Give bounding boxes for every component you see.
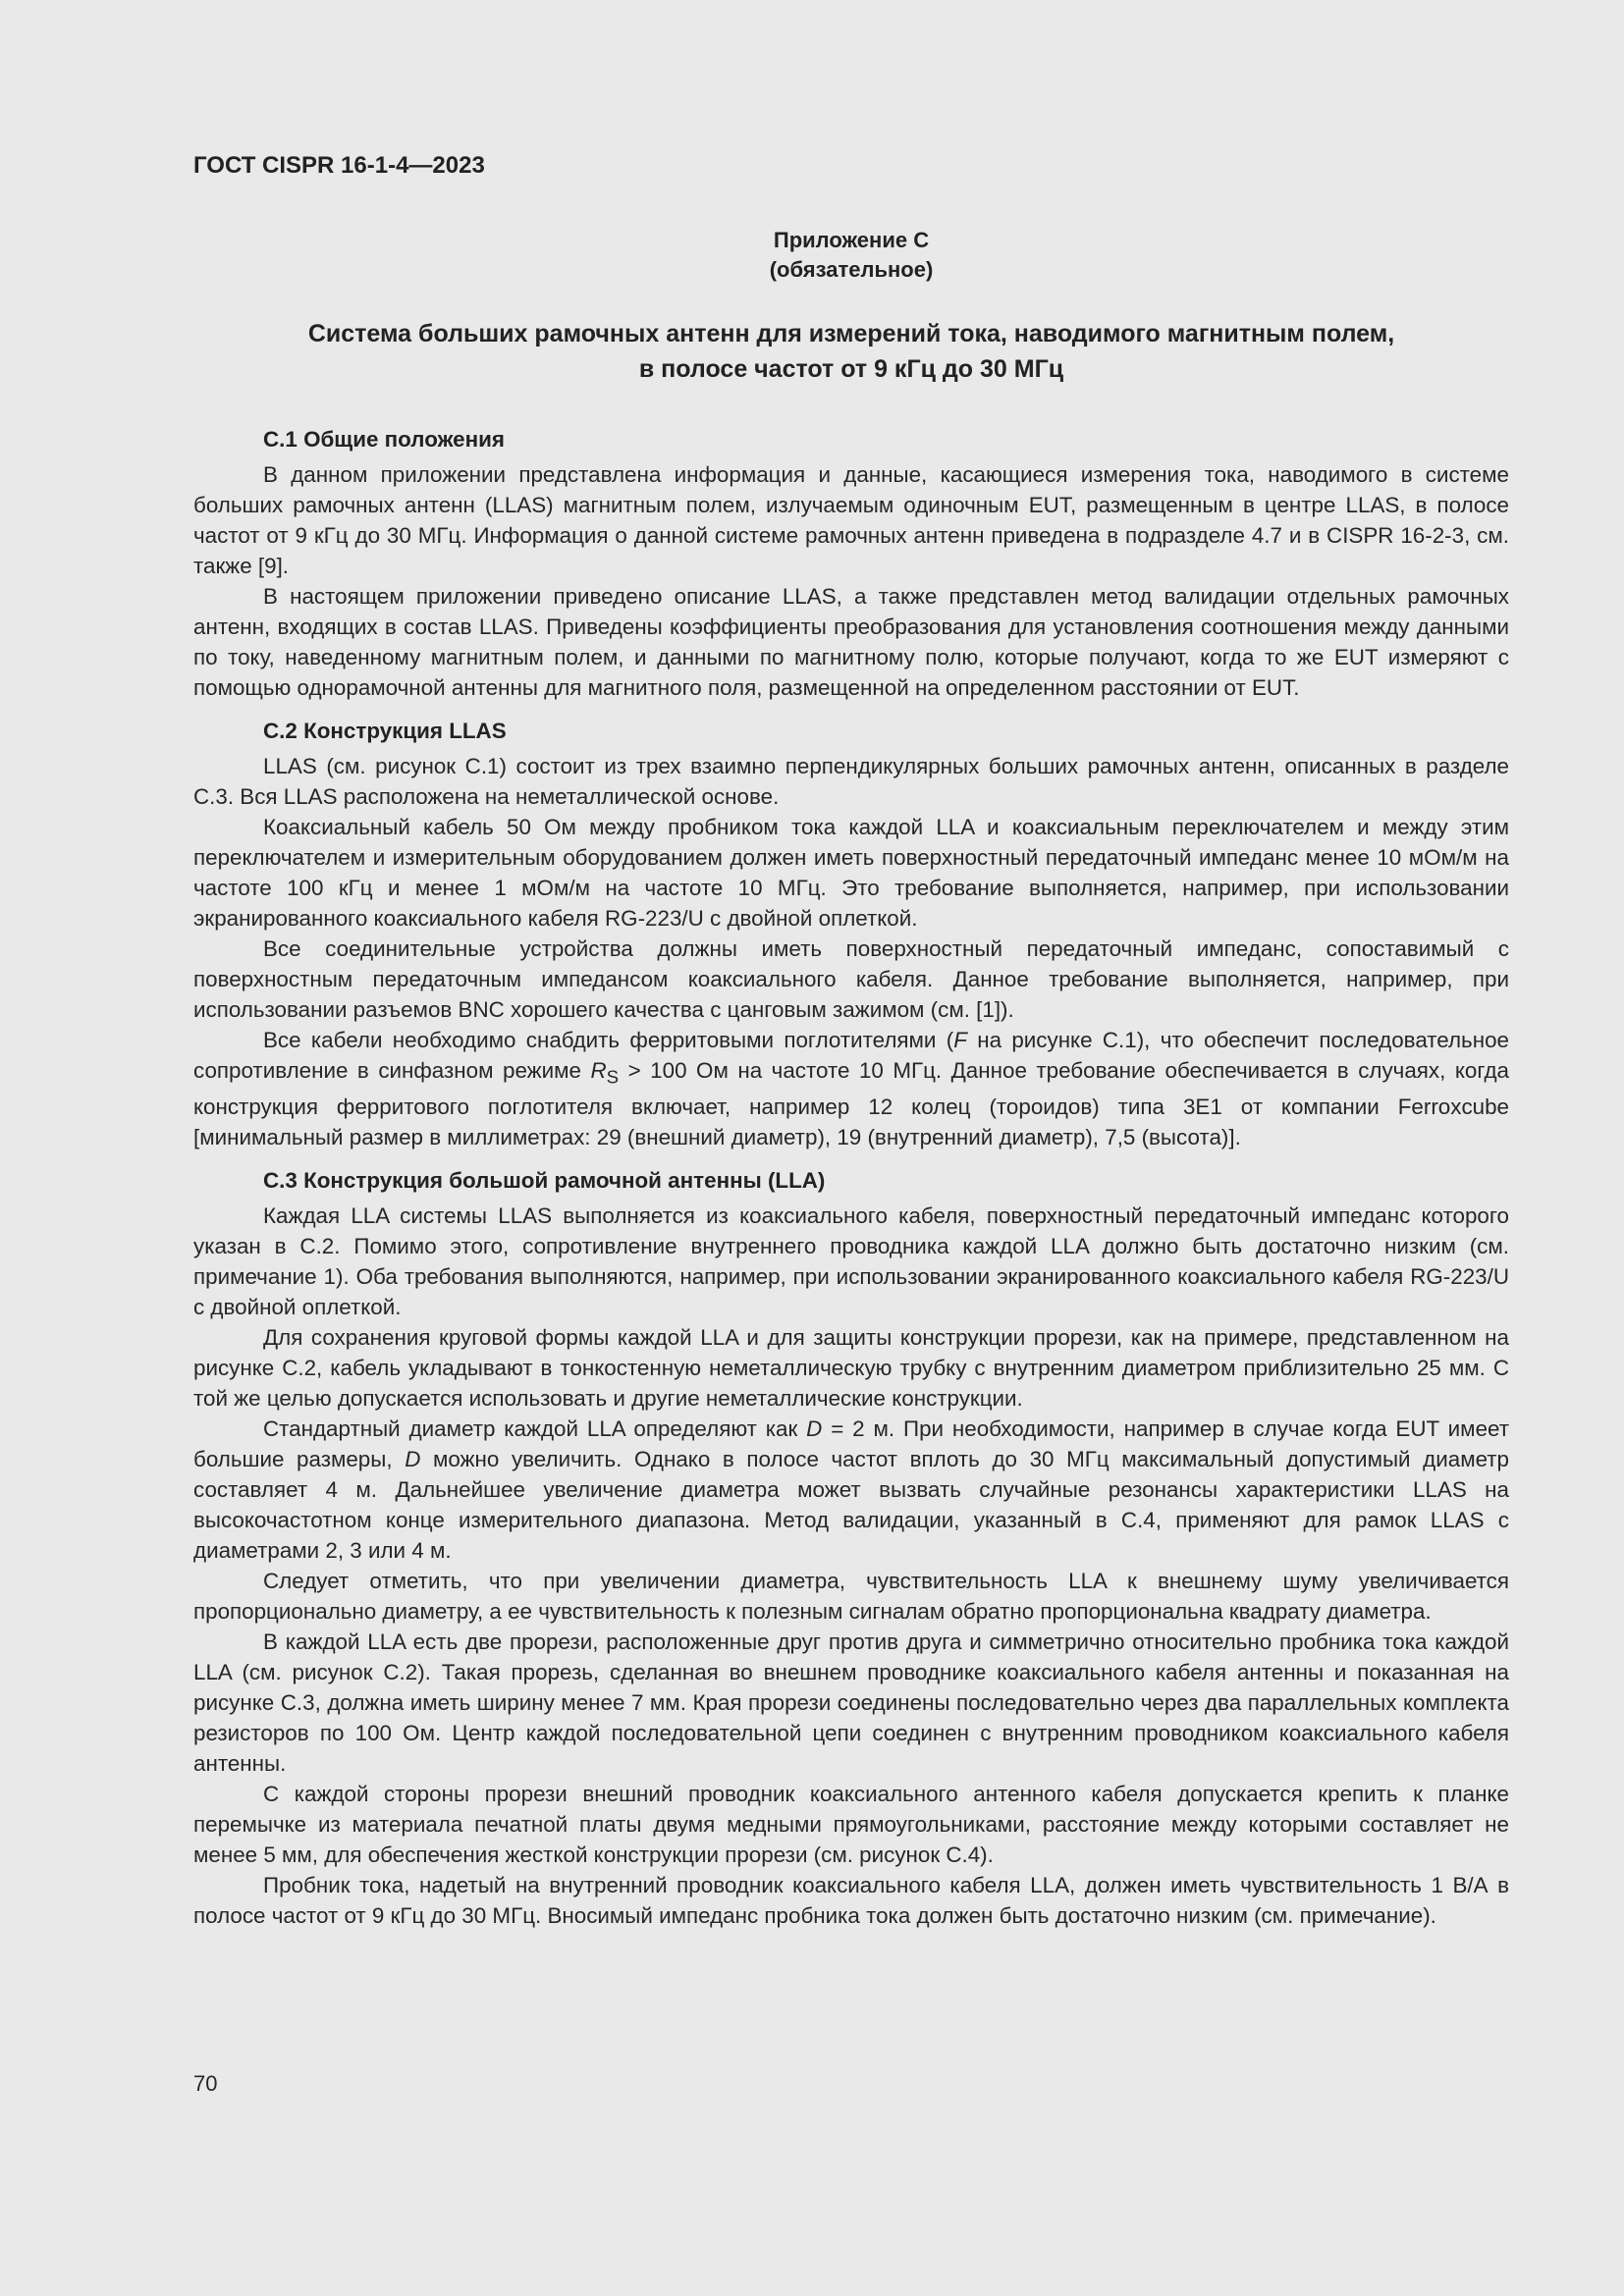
- paragraph: В данном приложении представлена информация и данные, касающиеся измерения тока, наводимого в системе больших рамочных антенн (LLAS) магнитным полем, излучаемым одиночным EUT, размещенным в центре LLAS, в полосе частот от 9 кГц до 30 МГц. Информация о данной системе рамочных антенн приведена в подразделе 4.7 и в CISPR 16-2-3, см. также [9].: [193, 462, 1509, 578]
- document-code: ГОСТ CISPR 16-1-4—2023: [193, 152, 485, 179]
- document-body: [193, 424, 1509, 1931]
- text-run: можно увеличить. Однако в полосе частот вплоть до 30 МГц максимальный допустимый диаметр составляет 4 м. Дальнейшее увеличение диаметра может вызвать случайные резонансы характеристики LLAS на высокочастотном конце измерительного диапазона. Метод валидации, указанный в С.4, применяют для рамок LLAS с диаметрами 2, 3 или 4 м.: [193, 1447, 1509, 1564]
- paragraph: Следует отметить, что при увеличении диаметра, чувствительность LLA к внешнему шуму увеличивается пропорционально диаметру, а ее чувствительность к полезным сигналам обратно пропорциональна квадрату диаметра.: [193, 1569, 1509, 1625]
- annex-title-line-2: в полосе частот от 9 кГц до 30 МГц: [638, 355, 1064, 383]
- text-run: = 2 м. При необходимости, например в случае когда EUT имеет большие размеры,: [193, 1416, 1509, 1472]
- text-run: Все кабели необходимо снабдить ферритовыми поглотителями (: [263, 1028, 954, 1052]
- section-heading-c3: С.3 Конструкция большой рамочной антенны (LLA): [263, 1168, 826, 1194]
- annex-title: [193, 316, 1509, 387]
- paragraph: В каждой LLA есть две прорези, расположенные друг против друга и симметрично относительно пробника тока каждой LLA (см. рисунок С.2). Такая прорезь, сделанная во внешнем проводнике коаксиального кабеля антенны и показанная на рисунке С.3, должна иметь ширину менее 7 мм. Края прорези соединены последовательно через два параллельных комплекта резисторов по 100 Ом. Центр каждой последовательной цепи соединен с внутренним проводником коаксиального кабеля антенны.: [193, 1629, 1509, 1777]
- annex-status: (обязательное): [769, 257, 934, 282]
- symbol-rs: R: [590, 1058, 607, 1083]
- annex-label: Приложение С: [773, 228, 930, 252]
- symbol-d: D: [405, 1447, 421, 1472]
- annex-title-line-1: Система больших рамочных антенн для измерений тока, наводимого магнитным полем,: [307, 320, 1395, 347]
- paragraph: С каждой стороны прорези внешний проводник коаксиального антенного кабеля допускается крепить к планке перемычке из материала печатной платы двумя медными прямоугольниками, расстояние между которыми составляет не менее 5 мм, для обеспечения жесткой конструкции прорези (см. рисунок С.4).: [193, 1782, 1509, 1868]
- text-run: Стандартный диаметр каждой LLA определяют как: [263, 1416, 807, 1442]
- paragraph: Коаксиальный кабель 50 Ом между пробником тока каждой LLA и коаксиальным переключателем и между этим переключателем и измерительным оборудованием должен иметь поверхностный передаточный импеданс менее 10 мОм/м на частоте 100 кГц и менее 1 мОм/м на частоте 10 МГц. Это требование выполняется, например, при использовании экранированного коаксиального кабеля RG-223/U с двойной оплеткой.: [193, 815, 1509, 931]
- text-run: на рисунке С.1), что обеспечит последовательное сопротивление в синфазном режиме: [193, 1028, 1509, 1083]
- paragraph: Каждая LLA системы LLAS выполняется из коаксиального кабеля, поверхностный передаточный импеданс которого указан в С.2. Помимо этого, сопротивление внутреннего проводника каждой LLA должно быть достаточно низким (см. примечание 1). Оба требования выполняются, например, при использовании экранированного коаксиального кабеля RG-223/U с двойной оплеткой.: [193, 1203, 1509, 1320]
- paragraph: Для сохранения круговой формы каждой LLA и для защиты конструкции прорези, как на примере, представленном на рисунке С.2, кабель укладывают в тонкостенную неметаллическую трубку с внутренним диаметром приблизительно 25 мм. С той же целью допускается использовать и другие неметаллические конструкции.: [193, 1325, 1509, 1412]
- paragraph: Пробник тока, надетый на внутренний проводник коаксиального кабеля LLA, должен иметь чувствительность 1 В/А в полосе частот от 9 кГц до 30 МГц. Вносимый импеданс пробника тока должен быть достаточно низким (см. примечание).: [193, 1873, 1509, 1929]
- paragraph-ferrite: [193, 1025, 1509, 1152]
- section-heading-c2: С.2 Конструкция LLAS: [263, 719, 507, 743]
- paragraph: В настоящем приложении приведено описание LLAS, а также представлен метод валидации отдельных рамочных антенн, входящих в состав LLAS. Приведены коэффициенты преобразования для установления соотношения между данными по току, наведенному магнитным полем, и данными по магнитному полю, которые получают, когда то же EUT измеряют с помощью однорамочной антенны для магнитного поля, размещенной на определенном расстоянии от EUT.: [193, 584, 1509, 700]
- symbol-f: F: [953, 1028, 967, 1052]
- text-run: > 100 Ом на частоте 10 МГц. Данное требование обеспечивается в случаях, когда конструкция ферритового поглотителя включает, например 12 колец (тороидов) типа 3Е1 от компании Ferroxcube [минимальный размер в миллиметрах: 29 (внешний диаметр), 19 (внутренний диаметр), 7,5 (высота)].: [193, 1058, 1509, 1150]
- annex-header: [193, 226, 1509, 285]
- symbol-rs-subscript: S: [606, 1066, 620, 1088]
- paragraph: Все соединительные устройства должны иметь поверхностный передаточный импеданс, сопоставимый с поверхностным передаточным импедансом коаксиального кабеля. Данное требование выполняется, например, при использовании разъемов BNC хорошего качества с цанговым зажимом (см. [1]).: [193, 936, 1509, 1022]
- paragraph: LLAS (см. рисунок С.1) состоит из трех взаимно перпендикулярных больших рамочных антенн, описанных в разделе С.3. Вся LLAS расположена на неметаллической основе.: [193, 754, 1509, 809]
- paragraph-diameter: [193, 1414, 1509, 1566]
- section-heading-c1: С.1 Общие положения: [263, 427, 505, 452]
- symbol-d: D: [806, 1416, 823, 1442]
- page-number: 70: [193, 2071, 218, 2096]
